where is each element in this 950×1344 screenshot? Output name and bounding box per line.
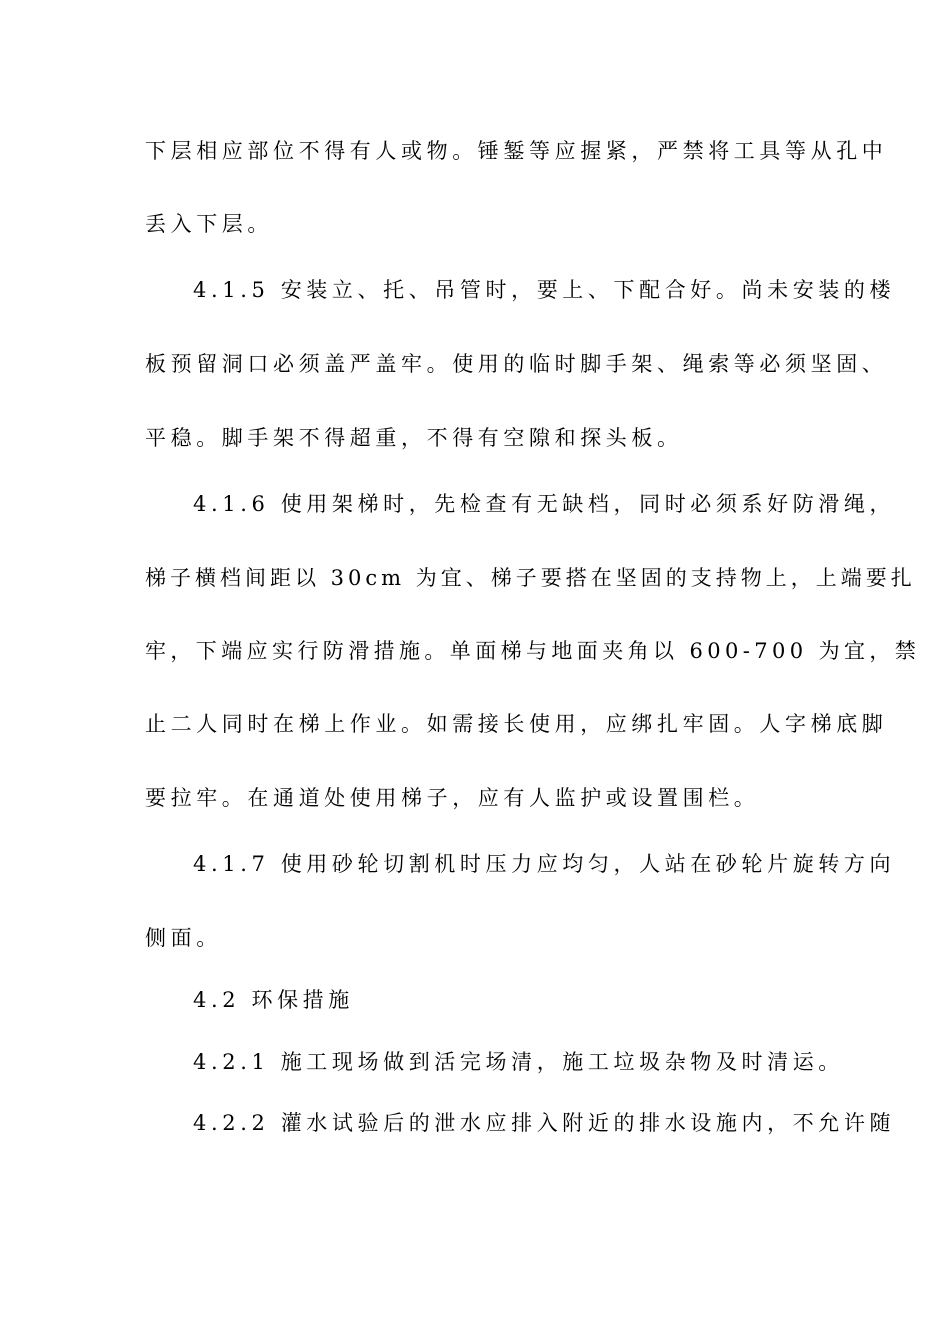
text-line: 下层相应部位不得有人或物。锤錾等应握紧，严禁将工具等从孔中 bbox=[145, 139, 888, 163]
text-line: 4.2.1 施工现场做到活完场清，施工垃圾杂物及时清运。 bbox=[193, 1050, 844, 1074]
section-heading: 4.2 环保措施 bbox=[193, 988, 354, 1012]
text-line: 牢，下端应实行防滑措施。单面梯与地面夹角以 600-700 为宜，禁 bbox=[145, 639, 921, 663]
text-line: 侧面。 bbox=[145, 926, 222, 950]
text-line: 4.2.2 灌水试验后的泄水应排入附近的排水设施内，不允许随 bbox=[193, 1111, 896, 1135]
text-line: 丢入下层。 bbox=[145, 212, 273, 236]
text-line: 梯子横档间距以 30cm 为宜、梯子要搭在坚固的支持物上，上端要扎 bbox=[145, 566, 916, 590]
text-line: 4.1.7 使用砂轮切割机时压力应均匀，人站在砂轮片旋转方向 bbox=[193, 852, 896, 876]
text-line: 4.1.5 安装立、托、吊管时，要上、下配合好。尚未安装的楼 bbox=[193, 278, 896, 302]
text-line: 板预留洞口必须盖严盖牢。使用的临时脚手架、绳索等必须坚固、 bbox=[145, 352, 888, 376]
text-line: 4.1.6 使用架梯时，先检查有无缺档，同时必须系好防滑绳， bbox=[193, 492, 896, 516]
text-line: 要拉牢。在通道处使用梯子，应有人监护或设置围栏。 bbox=[145, 786, 760, 810]
text-line: 平稳。脚手架不得超重，不得有空隙和探头板。 bbox=[145, 426, 683, 450]
text-line: 止二人同时在梯上作业。如需接长使用，应绑扎牢固。人字梯底脚 bbox=[145, 712, 888, 736]
